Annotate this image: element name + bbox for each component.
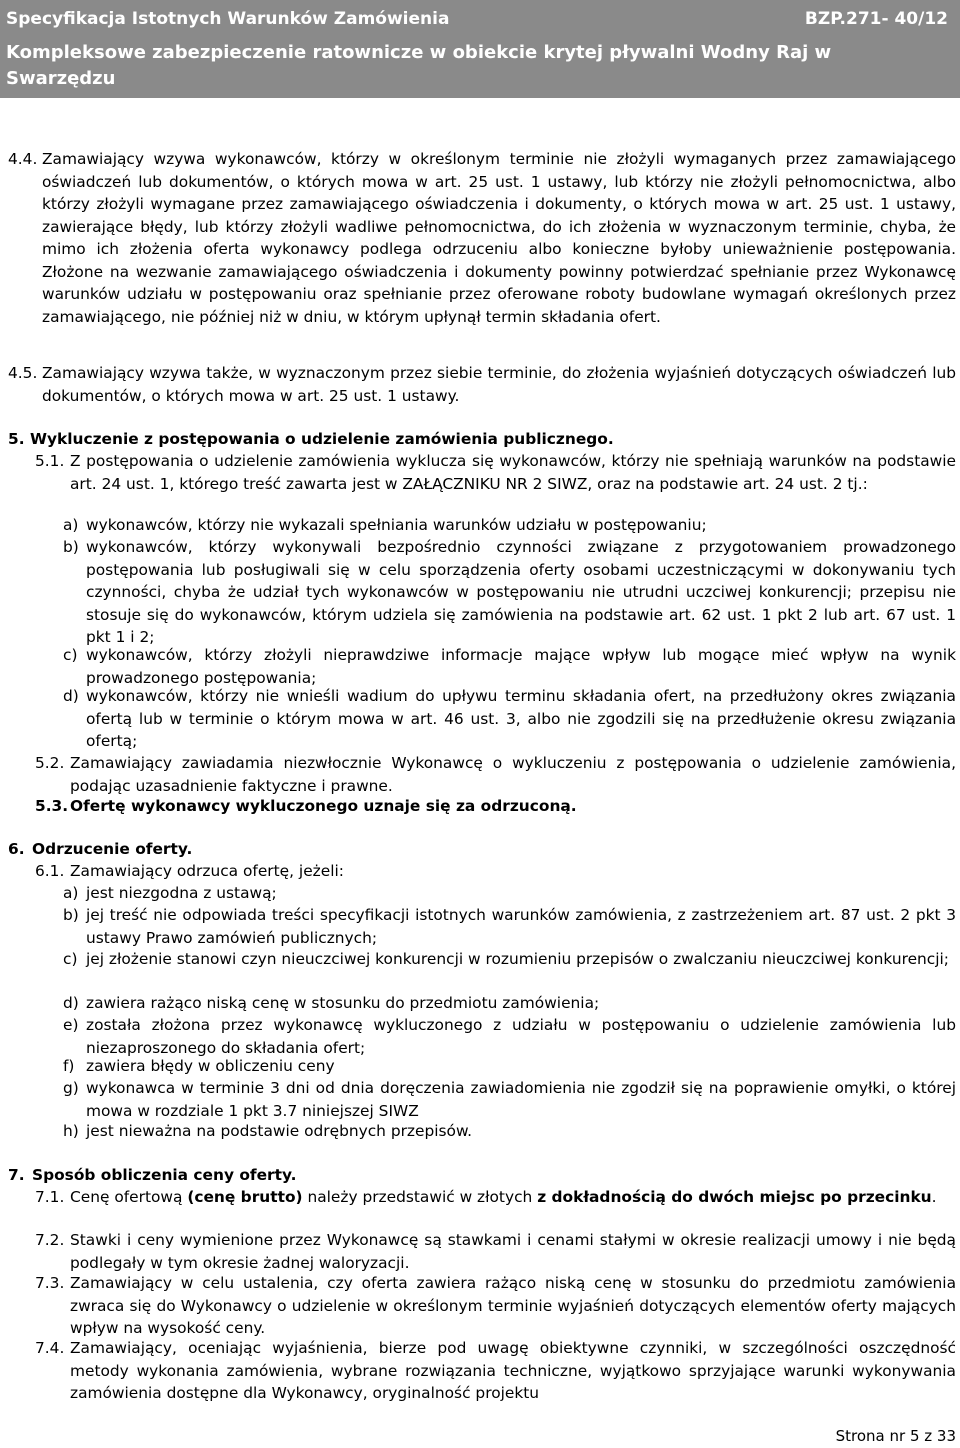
paragraph-number: 7.1.	[35, 1188, 65, 1206]
list-text: jest nieważna na podstawie odrębnych przepisów.	[86, 1122, 473, 1140]
list-marker: g)	[63, 1079, 79, 1097]
list-text: zawiera rażąco niską cenę w stosunku do przedmiotu zamówienia;	[86, 994, 600, 1012]
header-subtitle: Kompleksowe zabezpieczenie ratownicze w obiekcie krytej pływalni Wodny Raj w Swarzędzu	[6, 42, 832, 89]
list-text: jej złożenie stanowi czyn nieuczciwej konkurencji w rozumieniu przepisów o zwalczaniu nieuczciwej konkurencji;	[86, 950, 949, 968]
header-reference: BZP.271- 40/12	[804, 9, 948, 29]
emphasis-gross-price: (cenę brutto)	[187, 1188, 303, 1206]
list-marker: f)	[63, 1057, 75, 1075]
section-number: 5.	[8, 430, 25, 448]
paragraph-text: Zamawiający, oceniając wyjaśnienia, bierze pod uwagę obiektywne czynniki, w szczególności oszczędność metody wykonania zamówienia, wybrane rozwiązania techniczne, wyjątkowo sprzyjające warunki wykonywania zamówienia dostępne dla Wykonawcy, oryginalność projektu	[70, 1339, 956, 1402]
paragraph-number: 4.4.	[8, 150, 38, 168]
paragraph-text: Ofertę wykonawcy wykluczonego uznaje się za odrzuconą.	[70, 797, 577, 815]
paragraph-text: Z postępowania o udzielenie zamówienia wyklucza się wykonawców, którzy nie spełniają warunków na podstawie art. 24 ust. 1, którego treść zawarta jest w ZAŁĄCZNIKU NR 2 SIWZ, oraz na podstawie art. 24 ust. 2 tj.:	[70, 452, 956, 493]
section-number: 7.	[8, 1166, 25, 1184]
list-marker: d)	[63, 687, 79, 705]
list-text: wykonawców, którzy wykonywali bezpośrednio czynności związane z przygotowaniem prowadzonego postępowania lub posługiwali się w celu sporządzenia oferty osobami uczestniczącymi w dokonywaniu tych czynności, chyba że udział tych wykonawców w postępowaniu nie utrudni uczciwej konkurencji; przepisu nie stosuje się do wykonawców, którym udziela się zamówienia na podstawie art. 62 ust. 1 pkt 2 lub art. 67 ust. 1 pkt 1 i 2;	[86, 538, 956, 646]
list-marker: c)	[63, 950, 78, 968]
paragraph-text: Stawki i ceny wymienione przez Wykonawcę są stawkami i cenami stałymi w okresie realizacji umowy i nie będą podlegały w tym okresie żadnej waloryzacji.	[70, 1231, 956, 1272]
paragraph-number: 7.3.	[35, 1274, 65, 1292]
page-number: Strona nr 5 z 33	[835, 1427, 956, 1445]
list-marker: b)	[63, 538, 79, 556]
list-marker: a)	[63, 516, 79, 534]
list-marker: e)	[63, 1016, 79, 1034]
paragraph-text	[70, 1186, 956, 1209]
text-segment: należy przedstawić w złotych	[302, 1188, 538, 1206]
header-title: Specyfikacja Istotnych Warunków Zamówienia	[6, 9, 450, 29]
list-marker: c)	[63, 646, 78, 664]
list-text: została złożona przez wykonawcę wykluczonego z udziału w postępowaniu o udzielenie zamówienia lub niezaproszonego do składania ofert;	[86, 1016, 956, 1057]
paragraph-number: 6.1.	[35, 862, 65, 880]
paragraph-number: 7.4.	[35, 1339, 65, 1357]
paragraph-number: 4.5.	[8, 364, 38, 382]
paragraph-text: Zamawiający wzywa także, w wyznaczonym przez siebie terminie, do złożenia wyjaśnień dotyczących oświadczeń lub dokumentów, o których mowa w art. 25 ust. 1 ustawy.	[42, 364, 956, 405]
text-segment: .	[931, 1188, 937, 1206]
paragraph-number: 5.1.	[35, 452, 65, 470]
list-text: jest niezgodna z ustawą;	[86, 884, 277, 902]
paragraph-number: 7.2.	[35, 1231, 65, 1249]
text-segment: Cenę ofertową	[70, 1188, 188, 1206]
paragraph-text: Zamawiający zawiadamia niezwłocznie Wykonawcę o wykluczeniu z postępowania o udzielenie zamówienia, podając uzasadnienie faktyczne i prawne.	[70, 754, 956, 795]
list-text: zawiera błędy w obliczeniu ceny	[86, 1057, 335, 1075]
list-text: wykonawców, którzy nie wykazali spełniania warunków udziału w postępowaniu;	[86, 516, 707, 534]
paragraph-text: Zamawiający w celu ustalenia, czy oferta zawiera rażąco niską cenę w stosunku do przedmiotu zamówienia zwraca się do Wykonawcy o udzielenie w określonym terminie wyjaśnień dotyczących elementów oferty mających wpływ na wysokość ceny.	[70, 1274, 956, 1337]
list-marker: a)	[63, 884, 79, 902]
list-marker: d)	[63, 994, 79, 1012]
paragraph-text: Zamawiający odrzuca ofertę, jeżeli:	[70, 862, 344, 880]
paragraph-number: 5.3.	[35, 797, 69, 815]
section-title: Odrzucenie oferty.	[32, 840, 193, 858]
list-marker: b)	[63, 906, 79, 924]
emphasis-precision: z dokładnością do dwóch miejsc po przecinku	[537, 1188, 932, 1206]
paragraph-number: 5.2.	[35, 754, 65, 772]
list-text: wykonawców, którzy złożyli nieprawdziwe informacje mające wpływ lub mogące mieć wpływ na wynik prowadzonego postępowania;	[86, 646, 956, 687]
section-title: Wykluczenie z postępowania o udzielenie zamówienia publicznego.	[30, 430, 614, 448]
section-number: 6.	[8, 840, 25, 858]
document-header	[0, 0, 960, 98]
list-text: wykonawca w terminie 3 dni od dnia doręczenia zawiadomienia nie zgodził się na poprawienie omyłki, o której mowa w rozdziale 1 pkt 3.7 niniejszej SIWZ	[86, 1079, 956, 1120]
list-text: jej treść nie odpowiada treści specyfikacji istotnych warunków zamówienia, z zastrzeżeniem art. 87 ust. 2 pkt 3 ustawy Prawo zamówień publicznych;	[86, 906, 956, 947]
paragraph-text: Zamawiający wzywa wykonawców, którzy w określonym terminie nie złożyli wymaganych przez zamawiającego oświadczeń lub dokumentów, o których mowa w art. 25 ust. 1 ustawy, lub którzy nie złożyli pełnomocnictwa, albo którzy złożyli wymagane przez zamawiającego oświadczenia i dokumenty, o których mowa w art. 25 ust. 1 ustawy, zawierające błędy, lub którzy złożyli wadliwe pełnomocnictwa, do ich złożenia w wyznaczonym terminie, chyba, że mimo ich złożenia oferta wykonawcy podlega odrzuceniu albo konieczne byłoby unieważnienie postępowania. Złożone na wezwanie zamawiającego oświadczenia i dokumenty powinny potwierdzać spełnianie przez Wykonawcę warunków udziału w postępowaniu oraz spełnianie przez oferowane roboty budowlane wymagań określonych przez zamawiającego, nie później niż w dniu, w którym upłynął termin składania ofert.	[42, 150, 956, 326]
list-marker: h)	[63, 1122, 79, 1140]
list-text: wykonawców, którzy nie wnieśli wadium do upływu terminu składania ofert, na przedłużony okres związania ofertą lub w terminie o którym mowa w art. 46 ust. 3, albo nie zgodzili się na przedłużenie okresu związania ofertą;	[86, 687, 956, 750]
section-title: Sposób obliczenia ceny oferty.	[32, 1166, 297, 1184]
